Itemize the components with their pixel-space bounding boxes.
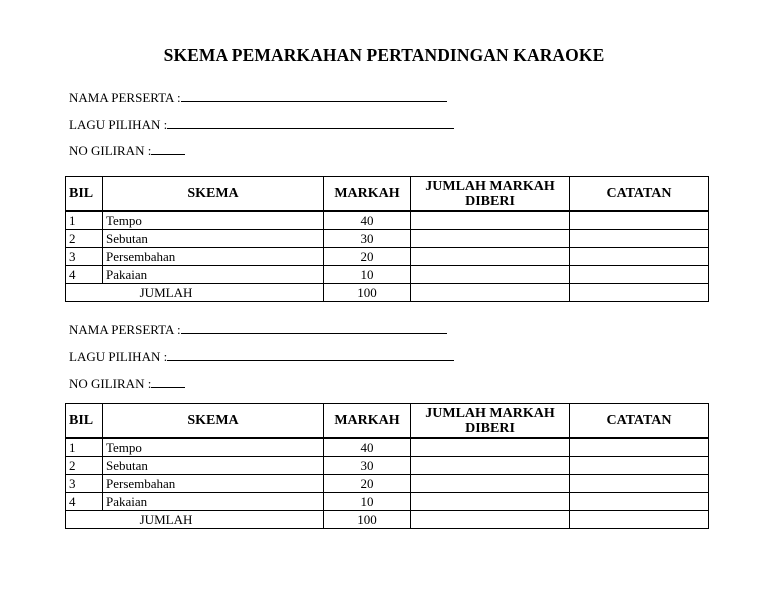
total-row [66,511,709,529]
scoring-table-1 [65,176,709,302]
cell-markah: 10 [324,493,411,511]
cell-catatan[interactable] [570,230,709,248]
cell-bil: 1 [66,211,103,230]
header-skema: SKEMA [103,177,324,212]
total-markah: 100 [324,284,411,302]
cell-skema: Pakaian [103,266,324,284]
table-row [66,457,709,475]
header-markah: MARKAH [324,177,411,212]
cell-markah: 20 [324,248,411,266]
cell-bil: 3 [66,248,103,266]
header-skema: SKEMA [103,404,324,439]
cell-catatan[interactable] [570,266,709,284]
table-row [66,493,709,511]
table-row [66,475,709,493]
total-catatan[interactable] [570,284,709,302]
table-row [66,438,709,457]
header-markah: MARKAH [324,404,411,439]
total-row [66,284,709,302]
nama-perserta-label: NAMA PERSERTA : [69,90,181,105]
lagu-pilihan-field-2[interactable] [69,348,454,365]
nama-perserta-blank[interactable] [181,89,447,102]
total-label: JUMLAH [66,511,324,529]
table-row [66,211,709,230]
cell-jumlah-diberi[interactable] [411,475,570,493]
lagu-pilihan-label: LAGU PILIHAN : [69,117,168,132]
table-header-row [66,177,709,212]
nama-perserta-field-2[interactable] [69,321,447,338]
header-bil: BIL [66,404,103,439]
nama-perserta-blank[interactable] [181,321,447,334]
header-catatan: CATATAN [570,404,709,439]
header-jumlah-markah-diberi [411,404,570,439]
cell-jumlah-diberi[interactable] [411,248,570,266]
cell-markah: 30 [324,230,411,248]
table-row [66,230,709,248]
cell-catatan[interactable] [570,475,709,493]
lagu-pilihan-blank[interactable] [167,116,454,129]
table-row [66,266,709,284]
cell-markah: 40 [324,438,411,457]
header-jumlah-line1: JUMLAH MARKAH [425,178,555,194]
cell-jumlah-diberi[interactable] [411,457,570,475]
cell-markah: 30 [324,457,411,475]
cell-skema: Sebutan [103,230,324,248]
cell-skema: Sebutan [103,457,324,475]
header-jumlah-line1: JUMLAH MARKAH [425,405,555,421]
lagu-pilihan-blank[interactable] [167,348,454,361]
cell-bil: 2 [66,457,103,475]
cell-skema: Tempo [103,211,324,230]
no-giliran-label: NO GILIRAN : [69,143,152,158]
nama-perserta-label: NAMA PERSERTA : [69,322,181,337]
no-giliran-field-2[interactable] [69,375,185,392]
header-jumlah-line2: DIBERI [465,420,515,436]
cell-bil: 4 [66,493,103,511]
total-jumlah-diberi[interactable] [411,511,570,529]
cell-markah: 40 [324,211,411,230]
no-giliran-blank[interactable] [151,375,185,388]
cell-skema: Tempo [103,438,324,457]
total-catatan[interactable] [570,511,709,529]
cell-bil: 1 [66,438,103,457]
header-bil: BIL [66,177,103,212]
header-jumlah-markah-diberi [411,177,570,212]
no-giliran-label: NO GILIRAN : [69,376,152,391]
cell-skema: Pakaian [103,493,324,511]
lagu-pilihan-field-1[interactable] [69,116,454,133]
cell-skema: Persembahan [103,475,324,493]
cell-catatan[interactable] [570,457,709,475]
cell-jumlah-diberi[interactable] [411,266,570,284]
nama-perserta-field-1[interactable] [69,89,447,106]
cell-jumlah-diberi[interactable] [411,493,570,511]
cell-bil: 4 [66,266,103,284]
lagu-pilihan-label: LAGU PILIHAN : [69,349,168,364]
cell-jumlah-diberi[interactable] [411,211,570,230]
total-jumlah-diberi[interactable] [411,284,570,302]
table-header-row [66,404,709,439]
cell-jumlah-diberi[interactable] [411,438,570,457]
total-markah: 100 [324,511,411,529]
cell-bil: 3 [66,475,103,493]
cell-skema: Persembahan [103,248,324,266]
cell-markah: 20 [324,475,411,493]
cell-markah: 10 [324,266,411,284]
cell-jumlah-diberi[interactable] [411,230,570,248]
no-giliran-blank[interactable] [151,142,185,155]
table-row [66,248,709,266]
cell-catatan[interactable] [570,211,709,230]
cell-bil: 2 [66,230,103,248]
no-giliran-field-1[interactable] [69,142,185,159]
cell-catatan[interactable] [570,438,709,457]
cell-catatan[interactable] [570,248,709,266]
header-jumlah-line2: DIBERI [465,193,515,209]
scoring-table-2 [65,403,709,529]
header-catatan: CATATAN [570,177,709,212]
page-title: SKEMA PEMARKAHAN PERTANDINGAN KARAOKE [163,45,605,65]
total-label: JUMLAH [66,284,324,302]
cell-catatan[interactable] [570,493,709,511]
